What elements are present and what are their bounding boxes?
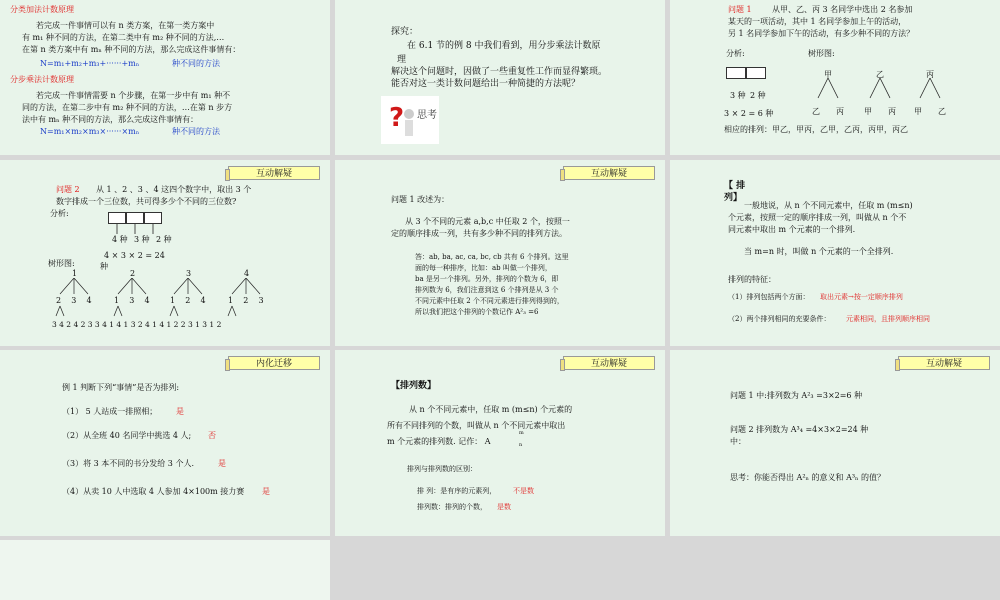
features-label: 排列的特征： <box>728 275 776 284</box>
tree-node: 4 <box>244 269 250 278</box>
text: 理 <box>397 55 407 65</box>
slide-question-2 <box>0 160 330 346</box>
tree-leaf: 丙 <box>836 107 844 116</box>
tree-mid: 1 2 4 <box>170 296 206 305</box>
tree-label: 树形图: <box>48 259 75 268</box>
question-label: 问题 2 <box>56 185 80 194</box>
tree-node: 1 <box>72 269 78 278</box>
text: 法中有 mₙ 种不同的方法，那么完成这件事情有： <box>22 115 199 124</box>
slot-box <box>746 67 766 79</box>
explore-label: 探究： <box>391 27 419 37</box>
heading-addition: 分类加法计数原理 <box>10 5 74 14</box>
answer-1: 是 <box>176 407 184 416</box>
text: 解决这个问题时，因做了一些重复性工作而显得繁琐。 <box>391 67 608 77</box>
heading: 【 排 <box>724 181 746 191</box>
slide-question-1 <box>670 0 1000 155</box>
text: 某天的一项活动，其中 1 名同学参加上午的活动， <box>728 17 907 26</box>
answer-2-cont: 中： <box>730 437 746 446</box>
text: 有 m₁ 种不同的方法，在第二类中有 m₂ 种不同的方法,… <box>22 33 225 42</box>
tree-leaf: 乙 <box>938 107 946 116</box>
text: 在 6.1 节的例 8 中我们看到，用分步乘法计数原 <box>407 41 601 51</box>
item-2: （2）从全班 40 名同学中挑选 4 人; <box>62 431 192 440</box>
slot-box <box>126 212 144 224</box>
definition: 个元素，按照一定的顺序排成一列，叫做从 n 个不 <box>728 213 907 222</box>
heading: 【排列数】 <box>391 381 437 391</box>
calc: 3 × 2 = 6 种 <box>724 109 774 118</box>
calc-unit: 种 <box>100 262 108 271</box>
tree-label: 树形图: <box>808 49 835 58</box>
slide-restatement <box>335 160 665 346</box>
slide-explore <box>335 0 665 155</box>
example-title: 例 1 判断下列“事情”是否为排列: <box>62 383 180 392</box>
slide-answers <box>670 350 1000 536</box>
tree-mid: 1 3 4 <box>114 296 150 305</box>
text: 定的顺序排成一列，共有多少种不同的排列方法。 <box>391 229 567 238</box>
tree-mid: 1 2 3 <box>228 296 264 305</box>
tree-mid: 2 3 4 <box>56 296 92 305</box>
interactive-tag: 互动解疑 <box>228 166 320 180</box>
definition: 所有不同排列的个数，叫做从 n 个不同元素中取出 <box>387 421 566 430</box>
question-label: 问题 1 <box>728 5 752 14</box>
answer-2: 问题 2 排列数为 A³₄ =4×3×2=24 种 <box>730 425 869 434</box>
text: 若完成一件事情需要 n 个步骤，在第一步中有 m₁ 种不 <box>36 91 231 100</box>
tree-leaves: 3 4 2 4 2 3 3 4 1 4 1 3 2 4 1 4 1 2 2 3 1 3 1 2 <box>52 320 222 329</box>
text: 另 1 名同学参加下午的活动，有多少种不同的方法？ <box>728 29 915 38</box>
answer: 所以我们把这个排列的个数记作 A²₃ =6 <box>415 308 539 316</box>
slide-example-1 <box>0 350 330 536</box>
count-label: 3 种 <box>730 91 746 100</box>
feature-2-detail: 元素相同，且排列顺序相同 <box>846 315 930 323</box>
tree-leaf: 丙 <box>888 107 896 116</box>
definition: 一般地说，从 n 个不同元素中，任取 m (m≤n) <box>744 201 913 210</box>
text: 在第 n 类方案中有 mₙ 种不同的方法，那么完成这件事情有： <box>22 45 241 54</box>
calc: 4 × 3 × 2 = 24 <box>104 251 165 260</box>
slide-permutation-number <box>335 350 665 536</box>
tree-node: 甲 <box>824 70 832 79</box>
interactive-tag: 互动解疑 <box>898 356 990 370</box>
text: 从甲、乙、丙 3 名同学中选出 2 名参加 <box>772 5 913 14</box>
answer-2: 否 <box>208 431 216 440</box>
answer: ba 是另一个排列。另外，排列的个数为 6，即 <box>415 275 559 283</box>
feature-1-detail: 取出元素→按一定顺序排列 <box>820 293 903 301</box>
heading: 列】 <box>724 193 743 203</box>
answer: 排列数为 6，我们注意到这 6 个排列是从 3 个 <box>415 286 559 294</box>
text: 能否对这一类计数问题给出一种简捷的方法呢？ <box>391 79 581 89</box>
feature-2: （2）两个排列相同的充要条件： <box>728 315 831 323</box>
superscript: m <box>519 430 524 436</box>
item-1: （1） 5 人站成一排照相； <box>62 407 158 416</box>
feature-1: （1）排列包括两个方面： <box>728 293 810 301</box>
tree-leaf: 甲 <box>914 107 922 116</box>
slot-box <box>144 212 162 224</box>
definition: m 个元素的排列数. 记作： A <box>387 437 491 446</box>
interactive-tag: 互动解疑 <box>563 356 655 370</box>
full-permutation: 当 m=n 时，叫做 n 个元素的一个全排列. <box>744 247 894 256</box>
answer: 答：ab, ba, ac, ca, bc, cb 共有 6 个排列。这里 <box>415 253 569 261</box>
answer: 面的每一种排序，比如：ab 叫做一个排列， <box>415 264 552 272</box>
tree-node: 3 <box>186 269 192 278</box>
thinking-label: 思考 <box>417 110 437 121</box>
count-label: 3 种 <box>134 235 150 244</box>
formula-note: 种不同的方法 <box>172 59 220 68</box>
count-label: 2 种 <box>750 91 766 100</box>
analysis-label: 分析: <box>50 209 69 218</box>
item-4: （4）从卖 10 人中选取 4 人参加 4×100m 接力赛 <box>62 487 245 496</box>
answer-3: 是 <box>218 459 226 468</box>
count-label: 2 种 <box>156 235 172 244</box>
item-3: （3）将 3 本不同的书分发给 3 个人. <box>62 459 194 468</box>
formula-note: 种不同的方法 <box>172 127 220 136</box>
tree-leaf: 甲 <box>864 107 872 116</box>
slot-box <box>108 212 126 224</box>
answer-4: 是 <box>262 487 270 496</box>
practice-tag: 内化迁移 <box>228 356 320 370</box>
thinking-figure-image <box>381 96 439 144</box>
slot-box <box>726 67 746 79</box>
tree-node: 乙 <box>876 70 884 79</box>
formula-sum: N=m₁+m₂+m₃+······+mₙ <box>40 59 140 68</box>
subscript: n <box>519 442 523 448</box>
analysis-label: 分析: <box>726 49 745 58</box>
answer-1: 问题 1 中:排列数为 A²₃ =3×2=6 种 <box>730 391 863 400</box>
answer: 不同元素中任取 2 个不同元素进行排列得到的， <box>415 297 564 305</box>
tree-node: 2 <box>130 269 136 278</box>
difference-1: 排 列：是有序的元素列， <box>417 487 497 495</box>
text: 数字排成一个三位数，共可得多少个不同的三位数? <box>56 197 237 206</box>
difference-2: 排列数：排列的个数， <box>417 503 487 511</box>
slide-blank <box>0 540 330 600</box>
difference-title: 排列与排列数的区别： <box>407 465 477 473</box>
text: 从 1 、2 、3 、4 这四个数字中，取出 3 个 <box>96 185 252 194</box>
tree-leaf: 乙 <box>812 107 820 116</box>
text: 问题 1 改述为： <box>391 195 450 204</box>
svg-text:?: ? <box>389 103 405 133</box>
thinking: 思考：你能否得出 A²ₙ 的意义和 A³ₙ 的值？ <box>730 473 886 482</box>
definition: 从 n 个不同元素中，任取 m (m≤n) 个元素的 <box>409 405 573 414</box>
text: 同的方法，在第二步中有 m₂ 种不同的方法，…在第 n 步方 <box>22 103 233 112</box>
tree-node: 丙 <box>926 70 934 79</box>
slide-permutation-def <box>670 160 1000 346</box>
formula-product: N=m₁×m₂×m₃×······×mₙ <box>40 127 140 136</box>
interactive-tag: 互动解疑 <box>563 166 655 180</box>
difference-1-note: 不是数 <box>513 487 534 495</box>
text: 从 3 个不同的元素 a,b,c 中任取 2 个，按照一 <box>405 217 570 226</box>
text: 若完成一件事情可以有 n 类方案，在第一类方案中 <box>36 21 215 30</box>
definition: 同元素中取出 m 个元素的一个排列. <box>728 225 856 234</box>
heading-multiplication: 分步乘法计数原理 <box>10 75 74 84</box>
count-label: 4 种 <box>112 235 128 244</box>
difference-2-note: 是数 <box>497 503 511 511</box>
arrangement-list: 相应的排列：甲乙，甲丙，乙甲，乙丙，丙甲，丙乙 <box>724 125 908 134</box>
slide-counting-principles <box>0 0 330 155</box>
